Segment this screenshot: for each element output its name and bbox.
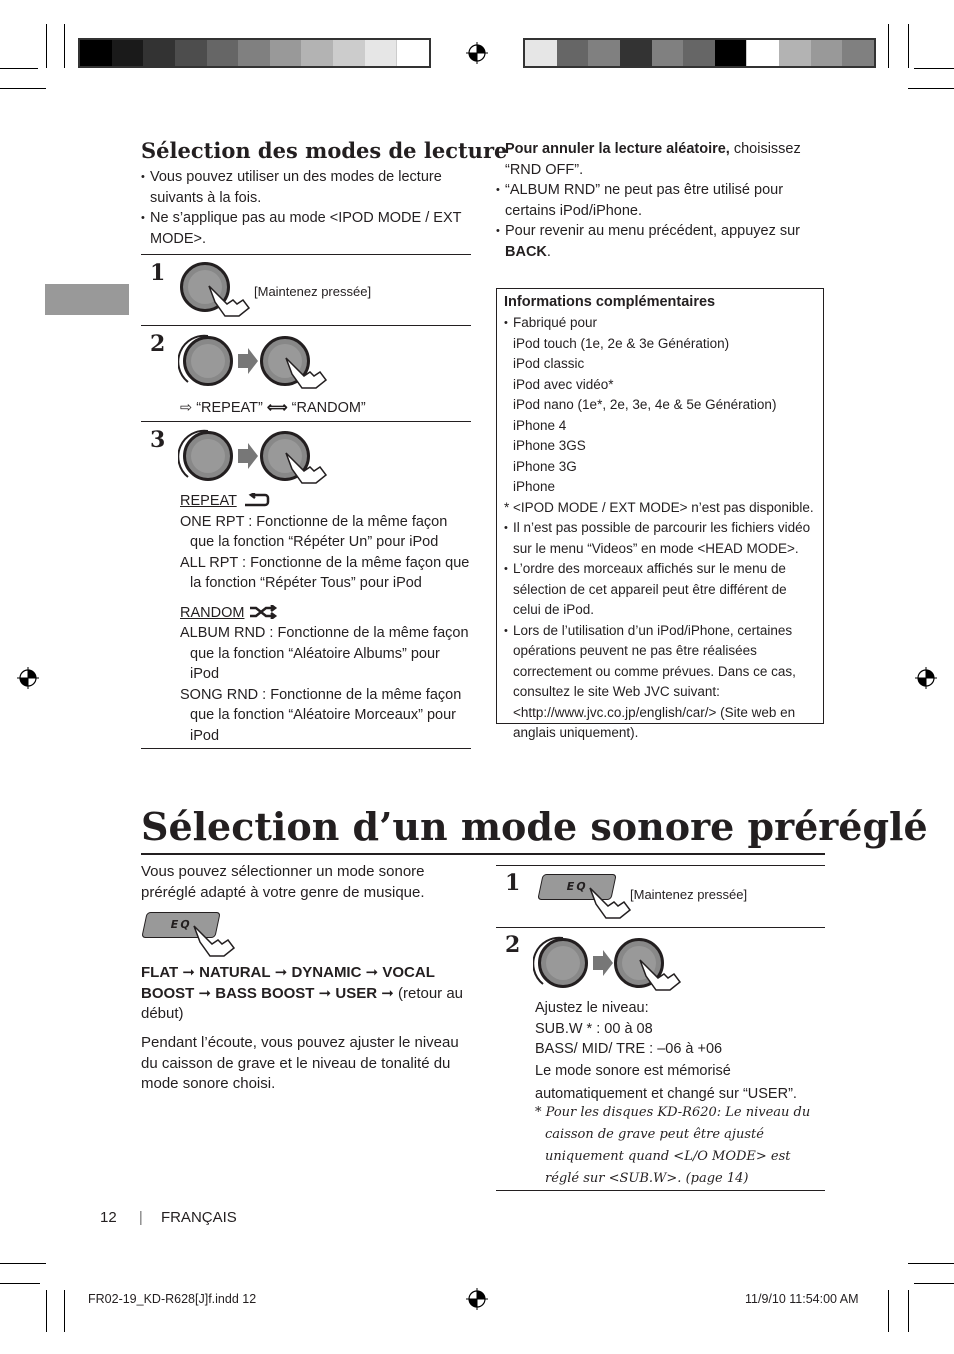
device-item: iPod avec vidéo* <box>513 376 614 392</box>
eq-button-icon: EQ <box>141 912 221 938</box>
color-swatch <box>301 40 333 66</box>
repeat-random-toggle <box>180 398 366 419</box>
footer-language: FRANÇAIS <box>160 1209 237 1226</box>
color-swatch <box>746 40 779 66</box>
random-title: RANDOM <box>180 604 245 621</box>
arrow-right-icon: ➞ <box>365 964 379 981</box>
device-item: iPod classic <box>513 356 585 371</box>
finger-press-icon <box>282 350 330 390</box>
device-item: iPhone 4 <box>513 417 567 433</box>
color-swatch <box>652 40 684 66</box>
registration-mark-icon <box>915 667 937 689</box>
repeat-icon <box>241 493 271 507</box>
intro-bullets <box>141 167 471 249</box>
page-footer: 12 | FRANÇAIS <box>100 1209 237 1226</box>
eq-paragraph: Pendant l’écoute, vous pouvez ajuster le niveau du caisson de grave et le niveau de tonalité du mode sonore choisi. <box>141 1034 459 1092</box>
color-swatch <box>143 40 175 66</box>
eq-mode: VOCAL BOOST <box>141 964 435 1002</box>
eq-mode-sequence <box>141 963 471 1025</box>
color-swatch <box>238 40 270 66</box>
color-swatch <box>175 40 207 66</box>
device-item: iPod nano (1e*, 2e, 3e, 4e & 5e Génération) <box>513 397 777 412</box>
eq-mode: DYNAMIC <box>291 964 362 981</box>
step-number: 3 <box>150 427 166 453</box>
eq-mode: FLAT <box>141 964 179 981</box>
control-knob-icon <box>183 431 233 481</box>
arrow-right-outline-icon: ⇨ <box>180 400 193 416</box>
color-swatch <box>525 40 557 66</box>
registration-mark-icon <box>466 42 488 64</box>
print-timestamp: 11/9/10 11:54:00 AM <box>745 1292 859 1306</box>
info-box-title: Informations complémentaires <box>504 294 716 310</box>
double-arrow-icon: ⟺ <box>266 400 288 416</box>
page-number: 12 <box>100 1209 117 1226</box>
color-swatch <box>270 40 302 66</box>
eq-intro: Vous pouvez sélectionner un mode sonore préréglé adapté à votre genre de musique. <box>141 863 425 901</box>
eq-mode: USER <box>335 984 378 1002</box>
repeat-option: ONE RPT : Fonctionne de la même façon que la fonction “Répéter Un” pour iPod <box>180 513 448 550</box>
bullet-item: • Vous pouvez utiliser un des modes de lecture suivants à la fois. <box>141 167 471 208</box>
arrow-right-icon <box>593 950 613 976</box>
random-option: SONG RND : Fonctionne de la même façon que la fonction “Aléatoire Morceaux” pour iPod <box>180 686 462 744</box>
mode-descriptions <box>180 491 472 746</box>
color-swatch <box>715 40 747 66</box>
bullet-item: • Ne s’applique pas au mode <IPOD MODE / EXT MODE>. <box>141 208 471 249</box>
finger-press-icon <box>282 445 330 485</box>
color-swatch <box>207 40 239 66</box>
arrow-right-icon <box>238 443 258 469</box>
page-title: Sélection d’un mode sonore préréglé <box>141 804 928 849</box>
eq-button-icon: EQ <box>537 874 617 900</box>
eq-mode: BASS BOOST <box>215 984 315 1002</box>
step-number: 1 <box>505 870 521 896</box>
color-swatch <box>683 40 715 66</box>
arrow-right-icon: ➞ <box>274 964 288 981</box>
arrow-right-icon: ➞ <box>182 964 195 981</box>
hold-note: [Maintenez pressée] <box>254 284 372 299</box>
step-number: 2 <box>505 932 521 958</box>
made-for-label: • Fabriqué pour <box>504 313 816 334</box>
device-item: iPhone 3G <box>513 458 577 474</box>
color-swatch <box>396 40 429 66</box>
color-swatch-bar-right <box>523 38 876 68</box>
random-option: ALBUM RND : Fonctionne de la même façon que la fonction “Aléatoire Albums” pour iPod <box>180 625 469 682</box>
color-swatch <box>588 40 620 66</box>
bullet-item: • Pour annuler la lecture aléatoire, choisissez “RND OFF”. <box>496 139 826 180</box>
color-swatch <box>333 40 365 66</box>
shuffle-icon <box>248 605 278 619</box>
info-note: • L’ordre des morceaux affichés sur le menu de sélection de cet appareil peut être différent de celui de iPod. <box>504 559 816 621</box>
finger-press-icon <box>190 918 238 958</box>
registration-mark-icon <box>466 1288 488 1310</box>
info-note: • Il n’est pas possible de parcourir les fichiers vidéo sur le menu “Videos” en mode <HEAD MODE>. <box>504 518 816 559</box>
file-slug: FR02-19_KD-R628[J]f.indd 12 <box>88 1292 257 1306</box>
color-swatch <box>112 40 144 66</box>
finger-press-icon <box>205 278 253 318</box>
color-swatch <box>779 40 811 66</box>
control-knob-icon <box>183 336 233 386</box>
finger-press-icon <box>636 952 684 992</box>
info-footnote: * <IPOD MODE / EXT MODE> n’est pas disponible. <box>504 499 814 515</box>
eq-mode: NATURAL <box>199 964 271 981</box>
arrow-right-icon: ➞ <box>381 984 394 1002</box>
step-number: 1 <box>150 260 166 286</box>
color-swatch <box>842 40 874 66</box>
arrow-right-icon: ➞ <box>198 984 212 1002</box>
device-item: iPod touch (1e, 2e & 3e Génération) <box>513 335 730 351</box>
color-swatch <box>620 40 652 66</box>
info-box-body <box>504 313 816 744</box>
device-item: iPhone 3GS <box>513 438 586 453</box>
arrow-right-icon: ➞ <box>318 984 332 1002</box>
color-swatch <box>80 40 112 66</box>
color-swatch <box>365 40 397 66</box>
control-knob-icon <box>538 938 588 988</box>
step-number: 2 <box>150 331 166 357</box>
subwoofer-footnote: * Pour les disques KD-R620: Le niveau du caisson de grave peut être ajusté uniquement quand <L/O MODE> est réglé sur <SUB.W>. (page 14) <box>535 1105 811 1186</box>
section-heading: Sélection des modes de lecture <box>141 138 508 163</box>
registration-mark-icon <box>17 667 39 689</box>
notes-bullets <box>496 139 826 262</box>
bullet-item: • “ALBUM RND” ne peut pas être utilisé pour certains iPod/iPhone. <box>496 180 826 221</box>
arrow-right-icon <box>238 348 258 374</box>
eq-mode-tail: (retour au début) <box>141 984 464 1022</box>
level-adjust-text: Ajustez le niveau: SUB.W * : 00 à 08 BASS/ MID/ TRE : –06 à +06 Le mode sonore est mémorisé automatiquement et changé sur “USER”. <box>535 1000 797 1102</box>
bullet-item: • Pour revenir au menu précédent, appuyez sur BACK. <box>496 221 826 262</box>
repeat-option: ALL RPT : Fonctionne de la même façon que la fonction “Répéter Tous” pour iPod <box>180 554 470 591</box>
info-box <box>496 288 824 740</box>
color-swatch-bar-left <box>78 38 431 68</box>
repeat-title: REPEAT <box>180 493 237 509</box>
hold-note: [Maintenez pressée] <box>630 887 748 902</box>
finger-press-icon <box>586 880 634 920</box>
info-note: • Lors de l’utilisation d’un iPod/iPhone, certaines opérations peuvent ne pas être réalisées correctement ou comme prévues. Dans ce cas, consultez le site Web JVC suivant: <http://www.jvc.co.jp/english/car/> (Site web en anglais uniquement). <box>504 621 816 744</box>
color-swatch <box>811 40 843 66</box>
device-item: iPhone <box>513 479 556 494</box>
section-tab <box>45 284 129 315</box>
toggle-option-repeat: “REPEAT” <box>196 400 263 416</box>
color-swatch <box>557 40 589 66</box>
toggle-option-random: “RANDOM” <box>291 400 366 416</box>
